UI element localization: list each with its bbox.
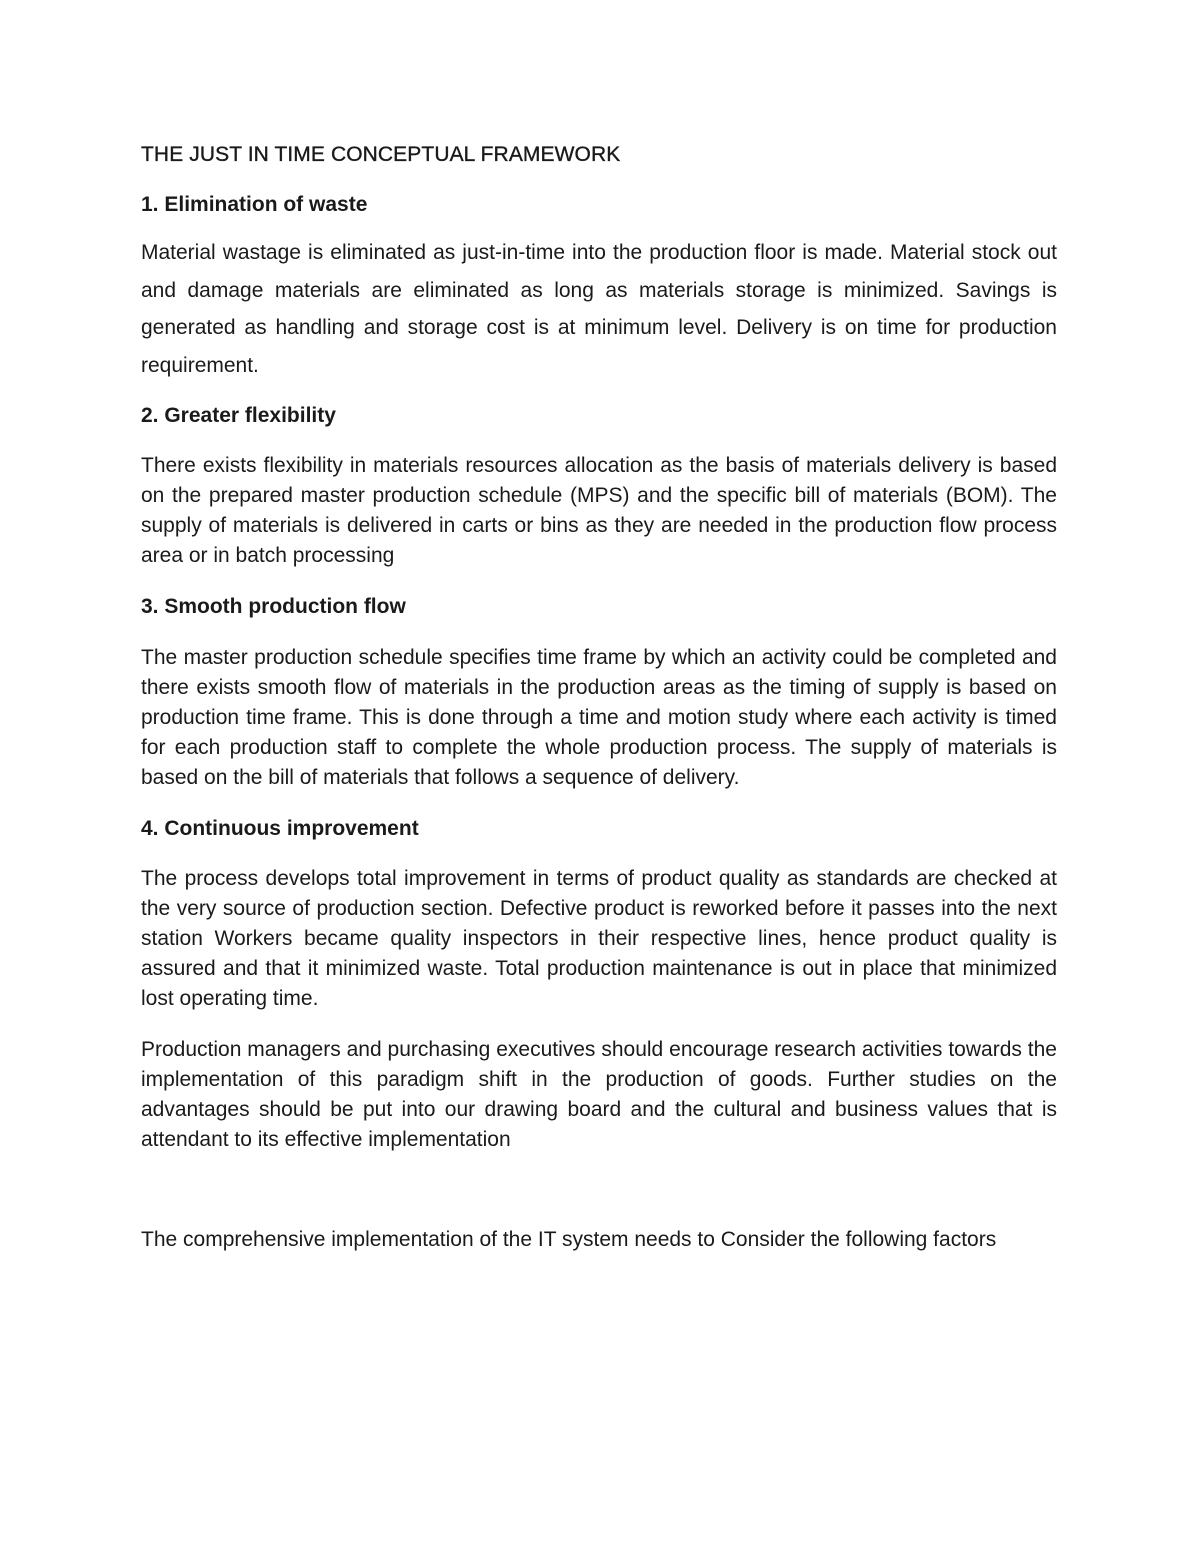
section-heading-continuous-improvement: 4. Continuous improvement bbox=[141, 817, 419, 840]
document-title: THE JUST IN TIME CONCEPTUAL FRAMEWORK bbox=[141, 143, 621, 166]
section-body-greater-flexibility: There exists flexibility in materials resources allocation as the basis of materials delivery is based on the prepared master production schedule (MPS) and the specific bill of materials (BOM). The supply of materials is delivered in carts or bins as they are needed in the production flow process area or in batch processing bbox=[141, 454, 1057, 567]
section-body-elimination-of-waste: Material wastage is eliminated as just-in-time into the production floor is made. Material stock out and damage materials are eliminated as long as materials storage is minimized. Savings is generated as handling and storage cost is at minimum level. Delivery is on time for production requirement. bbox=[141, 241, 1057, 377]
section-heading-smooth-production-flow: 3. Smooth production flow bbox=[141, 595, 406, 618]
final-paragraph: The comprehensive implementation of the IT system needs to Consider the following factors bbox=[141, 1228, 997, 1251]
document-page bbox=[141, 140, 1057, 1255]
closing-paragraph: Production managers and purchasing executives should encourage research activities towards the implementation of this paradigm shift in the production of goods. Further studies on the advantages should be put into our drawing board and the cultural and business values that is attendant to its effective implementation bbox=[141, 1038, 1057, 1151]
section-body-smooth-production-flow: The master production schedule specifies time frame by which an activity could be completed and there exists smooth flow of materials in the production areas as the timing of supply is based on production time frame. This is done through a time and motion study where each activity is timed for each production staff to complete the whole production process. The supply of materials is based on the bill of materials that follows a sequence of delivery. bbox=[141, 646, 1057, 789]
section-heading-elimination-of-waste: 1. Elimination of waste bbox=[141, 193, 368, 216]
section-body-continuous-improvement: The process develops total improvement in terms of product quality as standards are checked at the very source of production section. Defective product is reworked before it passes into the next station Workers became quality inspectors in their respective lines, hence product quality is assured and that it minimized waste. Total production maintenance is out in place that minimized lost operating time. bbox=[141, 867, 1057, 1010]
section-heading-greater-flexibility: 2. Greater flexibility bbox=[141, 404, 336, 427]
